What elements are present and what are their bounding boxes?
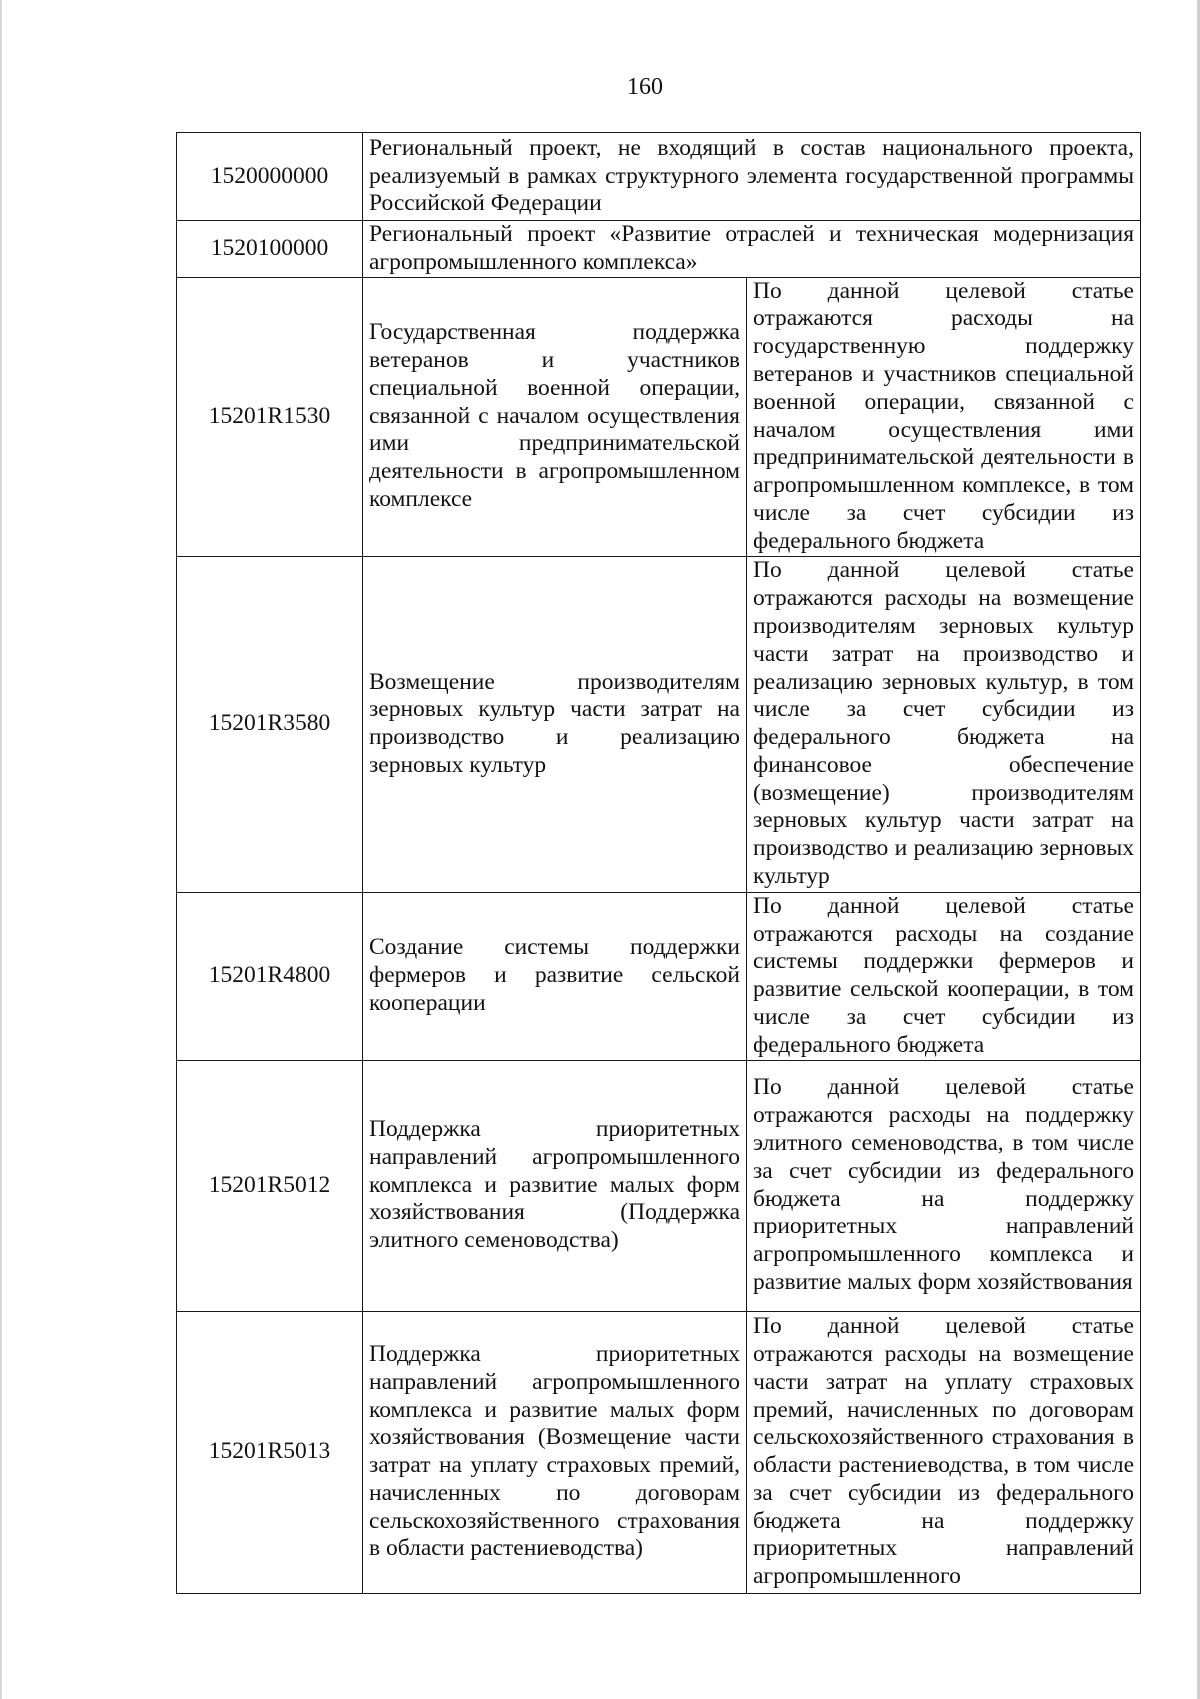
table-row xyxy=(177,1060,1141,1311)
row-description: По данной целевой статье отражаются расходы на поддержку элитного семеноводства, в том числе за счет субсидии из федерального бюджета на поддержку приоритетных направлений агропромышленного комплекса и развитие малых форм хозяйствования xyxy=(747,1060,1141,1311)
row-name: Создание системы поддержки фермеров и развитие сельской кооперации xyxy=(363,892,747,1060)
row-code: 15201R5012 xyxy=(177,1060,363,1311)
row-description: По данной целевой статье отражаются расходы на возмещение части затрат на уплату страховых премий, начисленных по договорам сельскохозяйственного страхования в области растениеводства, в том числе за счет субсидии из федерального бюджета на поддержку приоритетных направлений агропромышленного xyxy=(747,1311,1141,1593)
row-name: Возмещение производителям зерновых культур части затрат на производство и реализацию зерновых культур xyxy=(363,556,747,892)
budget-classification-table xyxy=(176,132,1141,1594)
table-row xyxy=(177,133,1141,221)
row-name: Региональный проект «Развитие отраслей и техническая модернизация агропромышленного комплекса» xyxy=(363,221,1141,278)
row-description: По данной целевой статье отражаются расходы на государственную поддержку ветеранов и участников специальной военной операции, связанной с началом осуществления ими предпринимательской деятельности в агропромышленном комплексе, в том числе за счет субсидии из федерального бюджета xyxy=(747,277,1141,556)
page-number: 160 xyxy=(627,74,663,100)
row-code: 15201R3580 xyxy=(177,556,363,892)
row-code: 1520100000 xyxy=(177,221,363,278)
row-name: Государственная поддержка ветеранов и участников специальной военной операции, связанной с началом осуществления ими предпринимательской деятельности в агропромышленном комплексе xyxy=(363,277,747,556)
row-code: 1520000000 xyxy=(177,133,363,221)
table-row xyxy=(177,1311,1141,1593)
row-name: Поддержка приоритетных направлений агропромышленного комплекса и развитие малых форм хозяйствования (Поддержка элитного семеноводства) xyxy=(363,1060,747,1311)
table-row xyxy=(177,221,1141,278)
row-description: По данной целевой статье отражаются расходы на создание системы поддержки фермеров и развитие сельской кооперации, в том числе за счет субсидии из федерального бюджета xyxy=(747,892,1141,1060)
row-name: Региональный проект, не входящий в состав национального проекта, реализуемый в рамках структурного элемента государственной программы Российской Федерации xyxy=(363,133,1141,221)
table-row xyxy=(177,277,1141,556)
row-code: 15201R1530 xyxy=(177,277,363,556)
row-description: По данной целевой статье отражаются расходы на возмещение производителям зерновых культур части затрат на производство и реализацию зерновых культур, в том числе за счет субсидии из федерального бюджета на финансовое обеспечение (возмещение) производителям зерновых культур части затрат на производство и реализацию зерновых культур xyxy=(747,556,1141,892)
row-code: 15201R4800 xyxy=(177,892,363,1060)
scan-edge xyxy=(0,0,2,1699)
table-row xyxy=(177,892,1141,1060)
row-name: Поддержка приоритетных направлений агропромышленного комплекса и развитие малых форм хозяйствования (Возмещение части затрат на уплату страховых премий, начисленных по договорам сельскохозяйственного страхования в области растениеводства) xyxy=(363,1311,747,1593)
row-code: 15201R5013 xyxy=(177,1311,363,1593)
table-row xyxy=(177,556,1141,892)
